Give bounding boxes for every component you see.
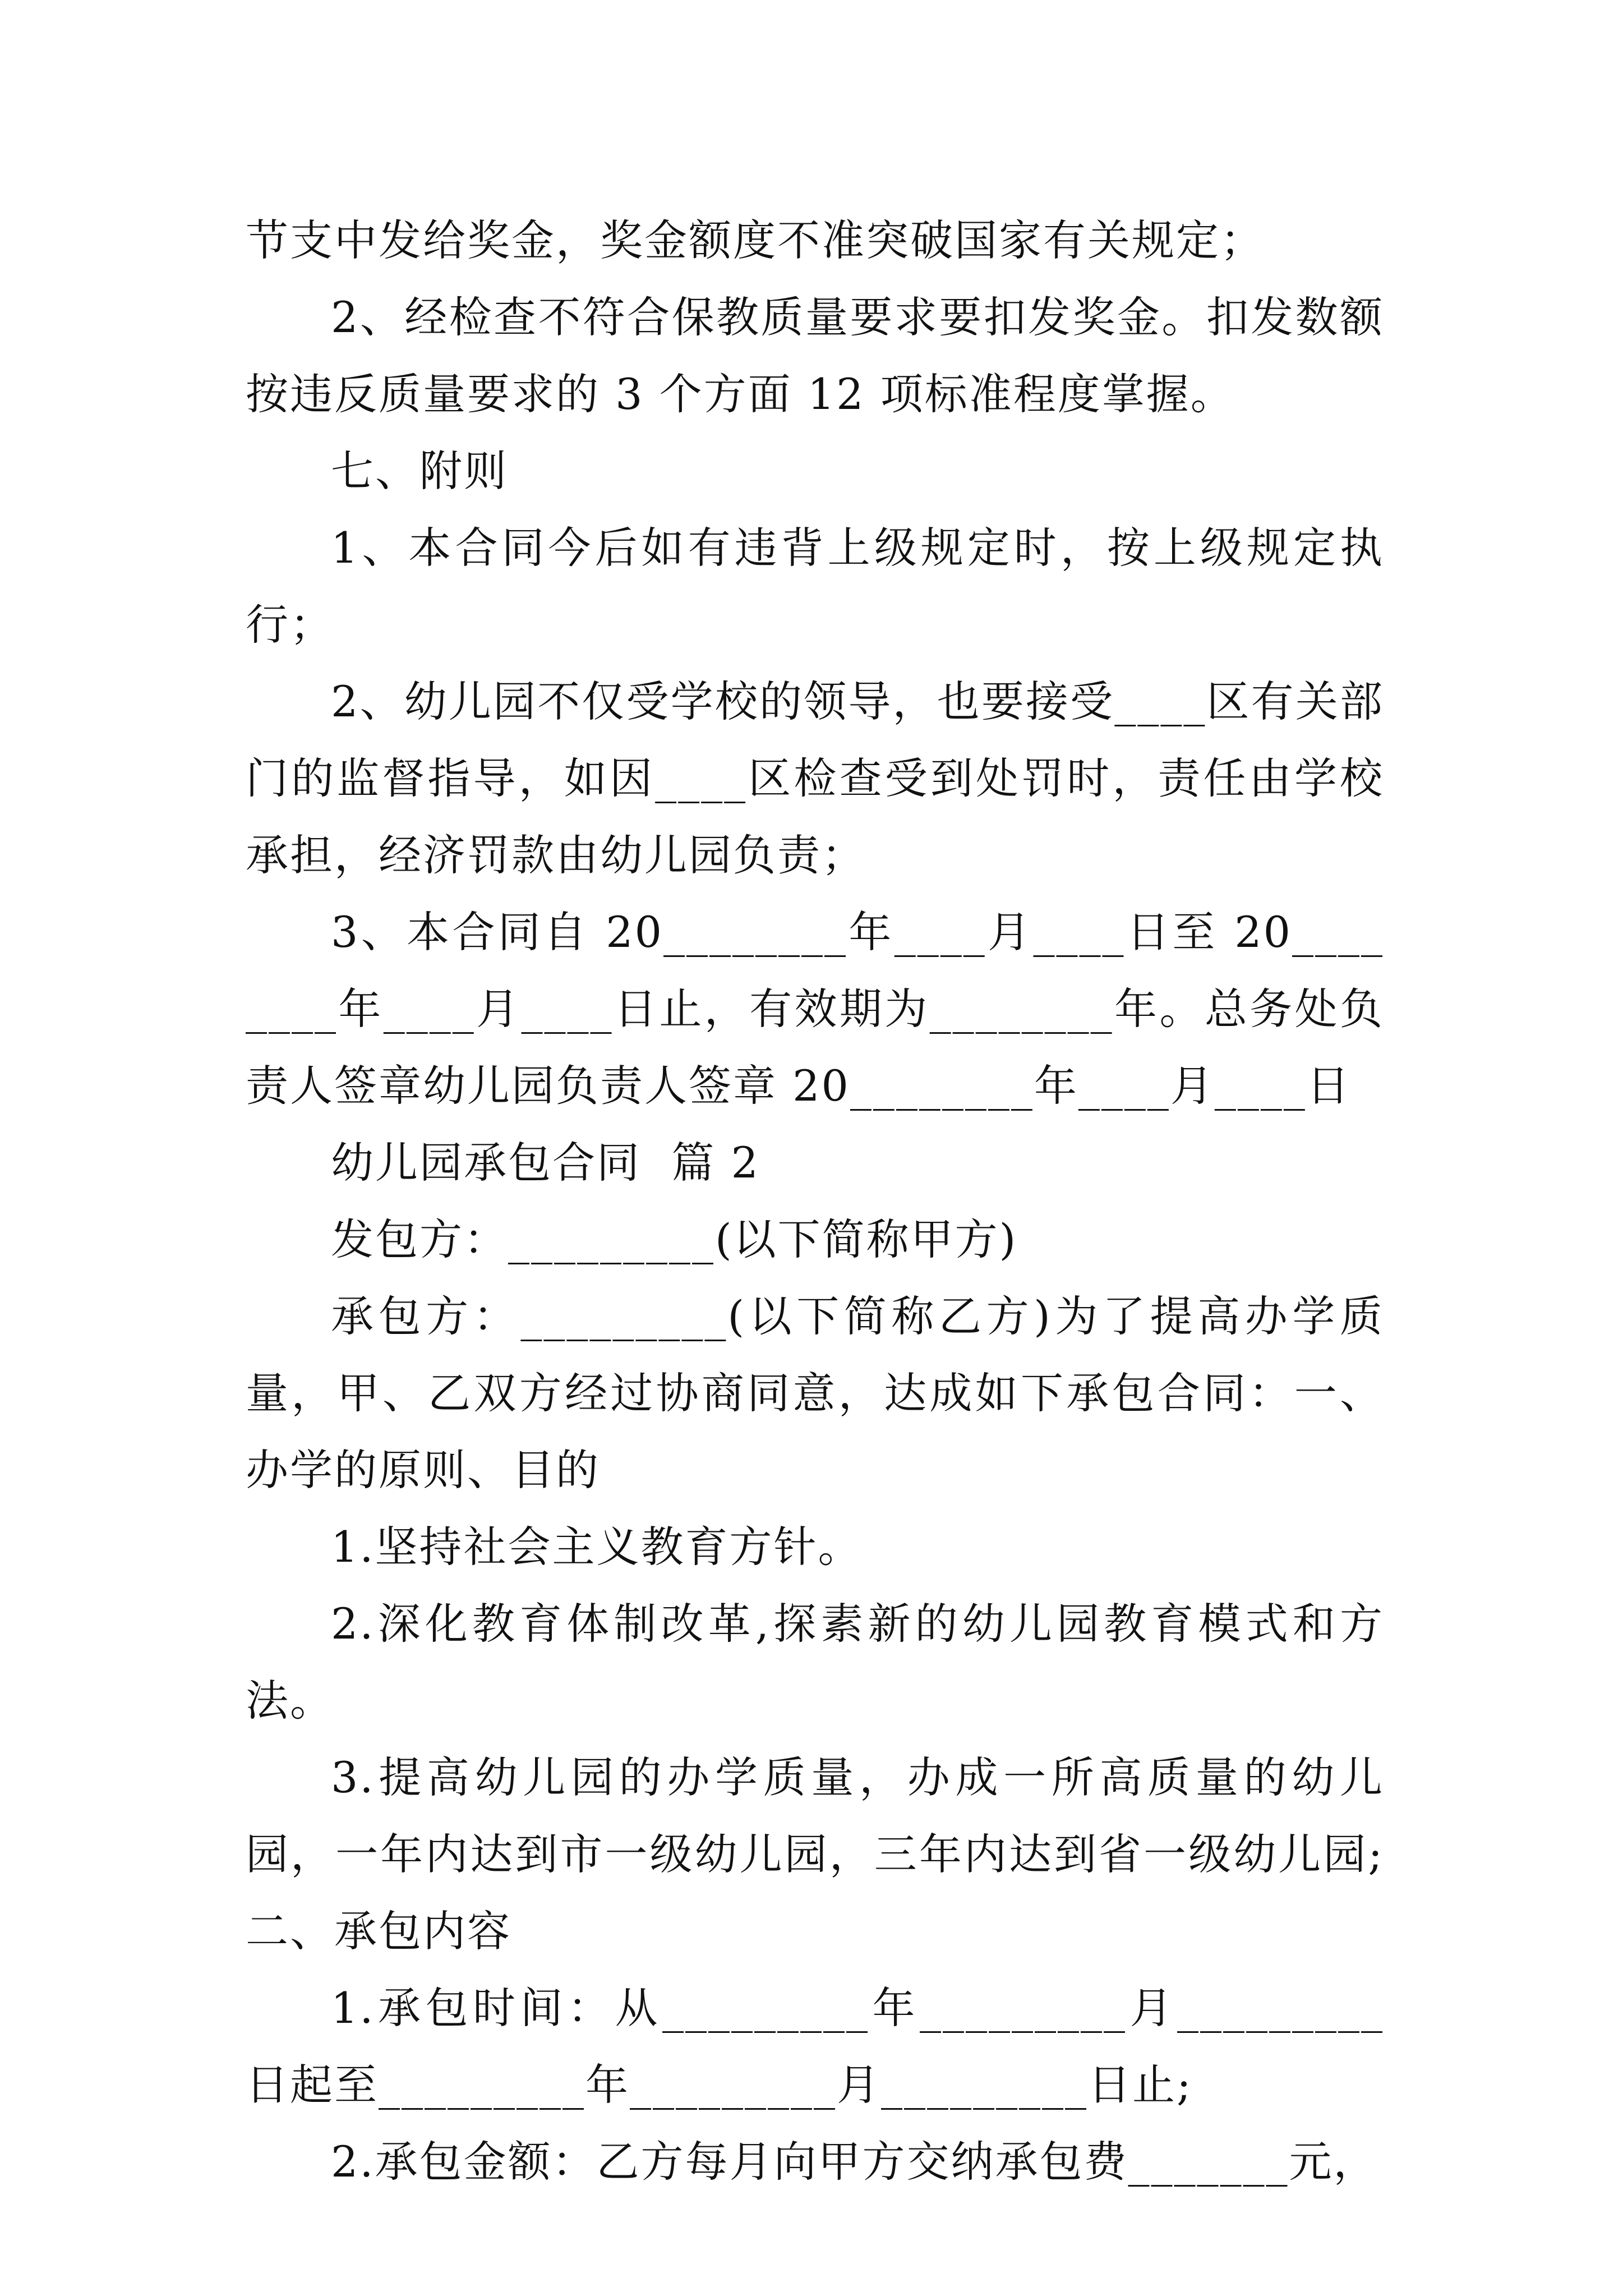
paragraph-principle-2: 2.深化教育体制改革,探素新的幼儿园教育模式和方法。 [246,1599,1384,1726]
paragraph-issuer: 发包方：_________(以下简称甲方) [331,1214,1018,1264]
paragraph-deduction-rule: 2、经检查不符合保教质量要求要扣发奖金。扣发数额按违反质量要求的 3 个方面 12 项标准程度掌握。 [246,292,1384,419]
section-heading-appendix: 七、附则 [331,446,508,496]
paragraph-principle-1: 1.坚持社会主义教育方针。 [331,1522,863,1572]
paragraph-appendix-1: 1、本合同今后如有违背上级规定时，按上级规定执行； [246,523,1384,650]
paragraph-contract-period: 1.承包时间：从_________年_________月_________日起至_________年_________月_________日止; [246,1983,1384,2110]
paragraph-principle-3: 3.提高幼儿园的办学质量，办成一所高质量的幼儿园，一年内达到市一级幼儿园，三年内达到省一级幼儿园;二、承包内容 [246,1752,1384,1956]
contract-title-part-2: 幼儿园承包合同 篇 2 [331,1138,760,1188]
paragraph-contract-amount: 2.承包金额：乙方每月向甲方交纳承包费_______元， [331,2137,1378,2187]
paragraph-appendix-2: 2、幼儿园不仅受学校的领导，也要接受____区有关部门的监督指导，如因____区检查受到处罚时，责任由学校承担，经济罚款由幼儿园负责； [246,677,1384,880]
paragraph-appendix-3: 3、本合同自 20________年____月____日至 20________年____月____日止，有效期为________年。总务处负责人签章幼儿园负责人签章 20________年____月____日 [246,907,1384,1111]
paragraph-contractor: 承包方：_________(以下简称乙方)为了提高办学质量，甲、乙双方经过协商同意，达成如下承包合同：一、办学的原则、目的 [246,1291,1384,1495]
document-body [246,202,1384,2200]
paragraph-continuation: 节支中发给奖金，奖金额度不准突破国家有关规定； [246,215,1265,265]
